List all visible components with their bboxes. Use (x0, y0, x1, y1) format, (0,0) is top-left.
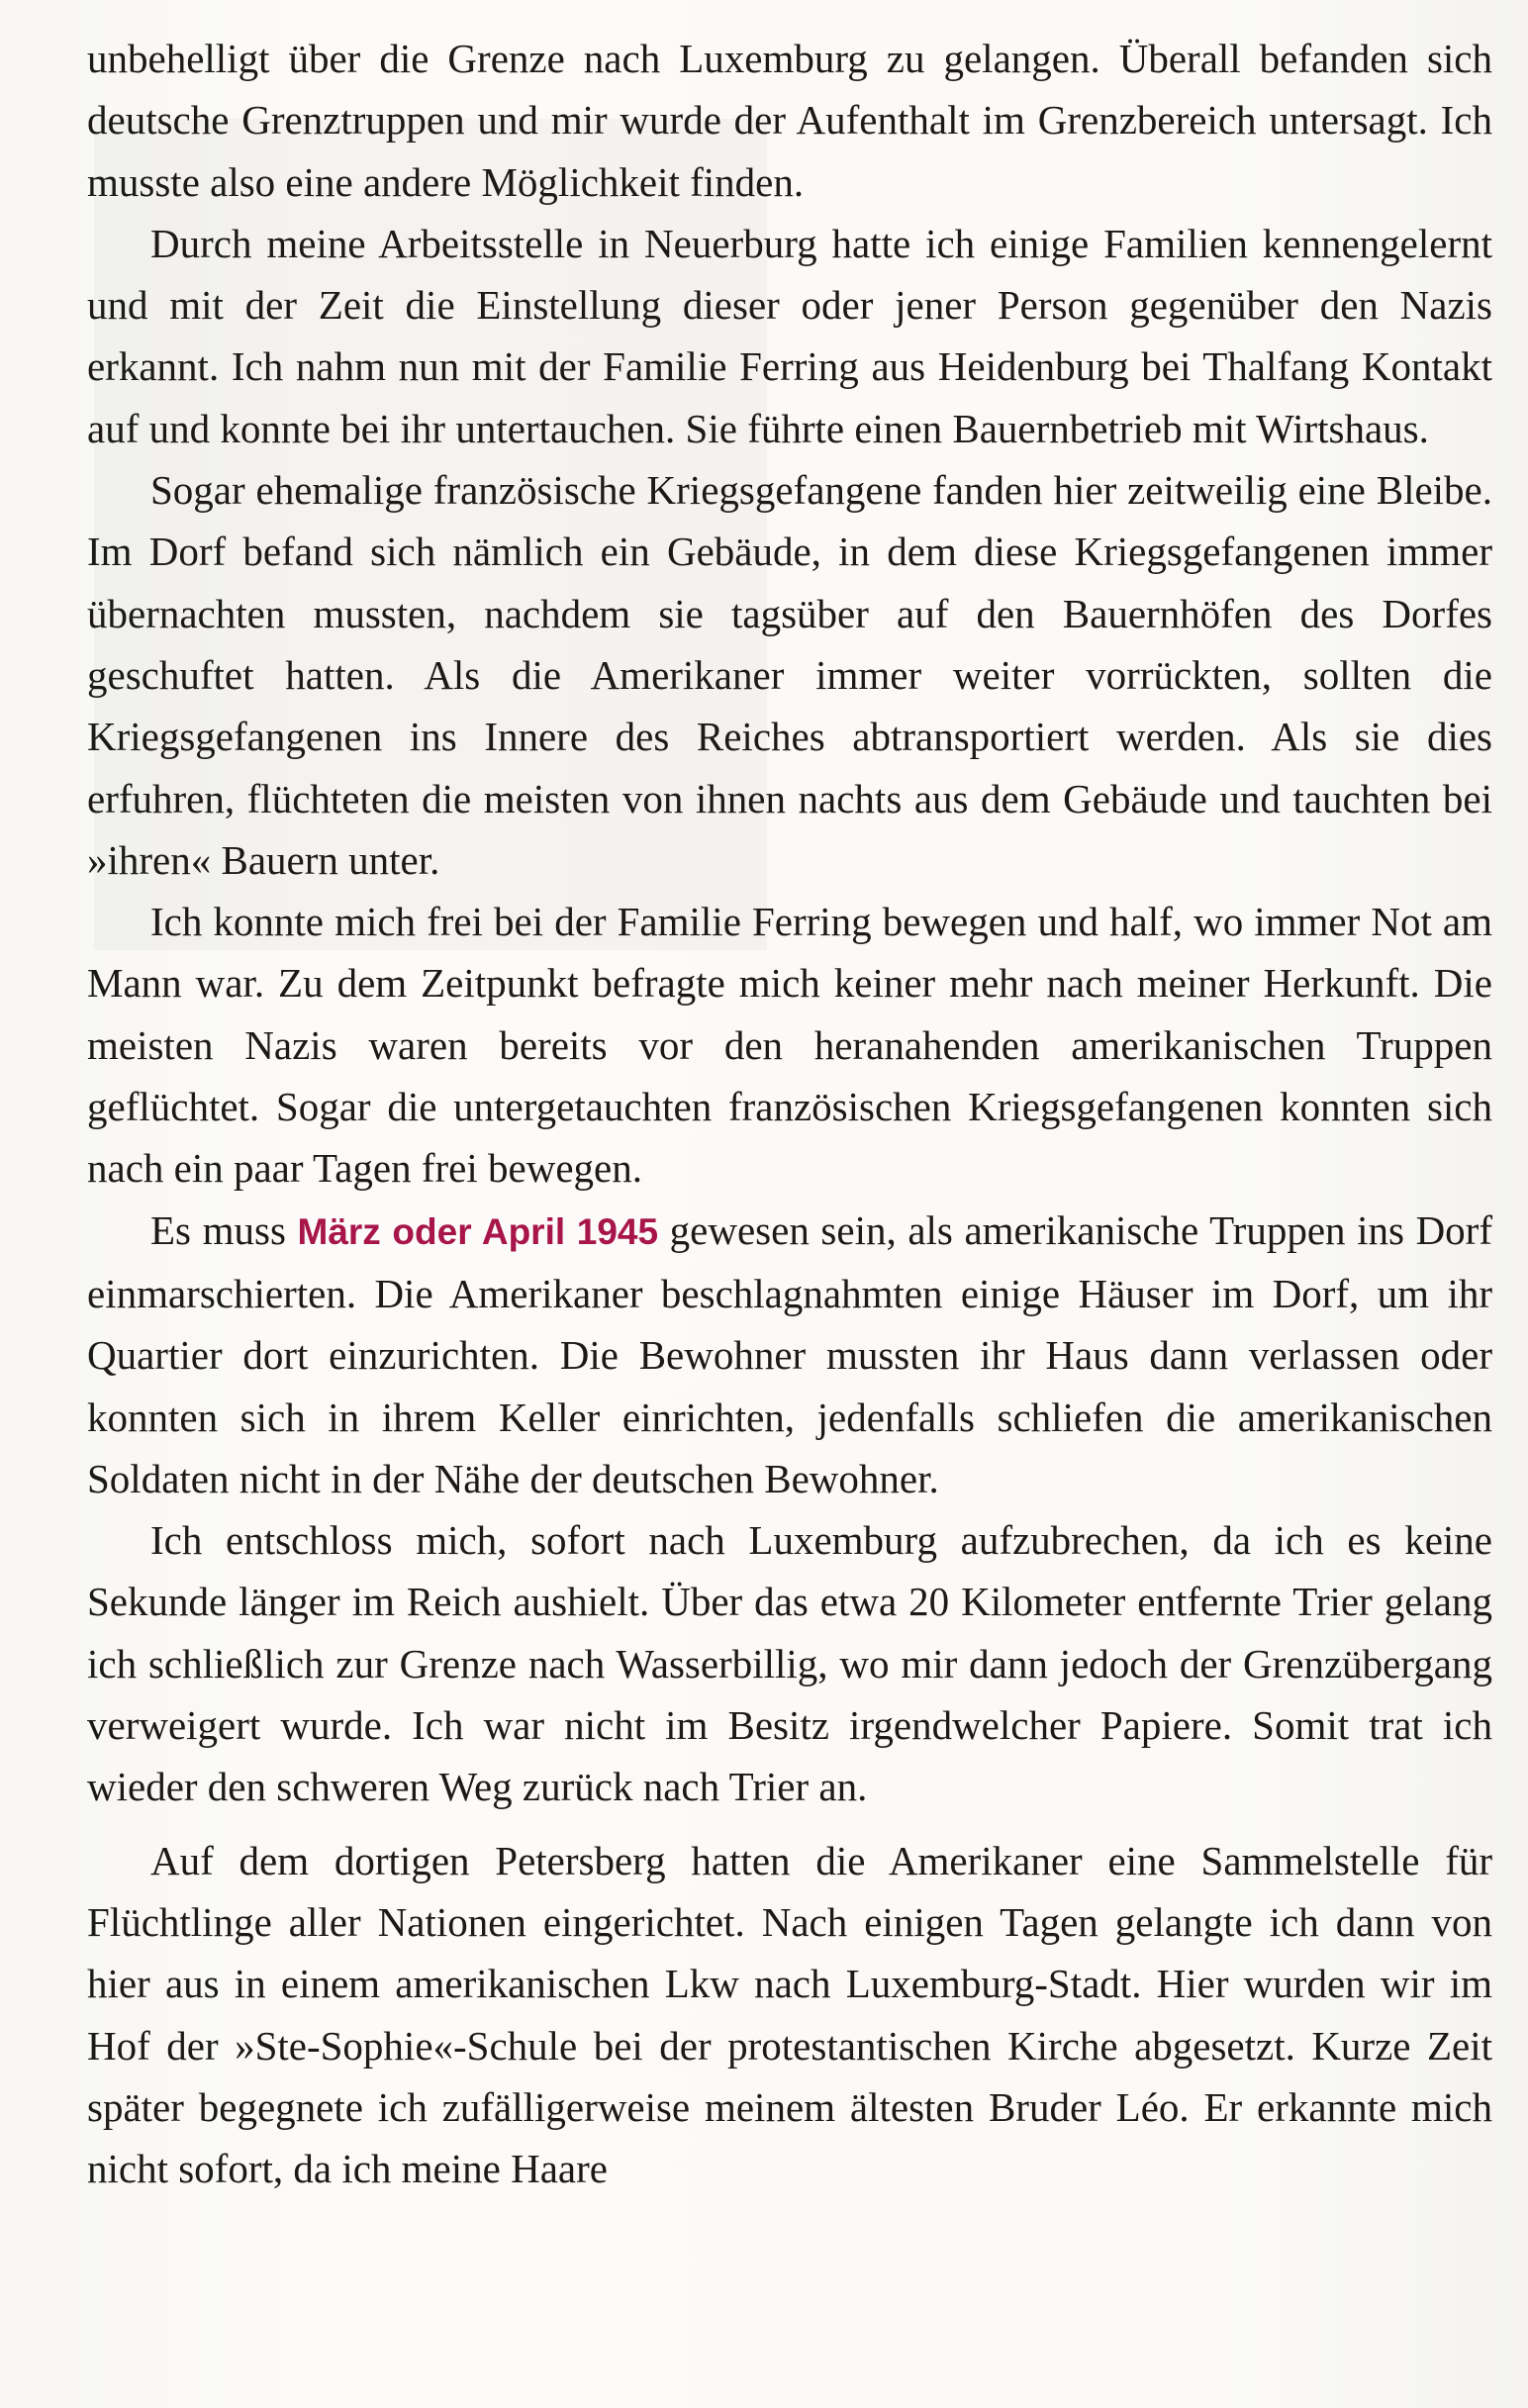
paragraph-text: Es muss (150, 1206, 298, 1253)
highlighted-date: März oder April 1945 (297, 1210, 659, 1252)
paragraph-text: gewesen sein, als amerikanische Truppen ins Dorf einmarschierten. Die Amerikaner beschlagnahmten einige Häuser im Dorf, um ihr Quartier dort einzurichten. Die Bewohner mussten ihr Haus dann verlassen oder konnten sich in ihrem Keller einrichten, jedenfalls schliefen die amerikanischen Soldaten nicht in der Nähe der deutschen Bewohner. (87, 1206, 1492, 1501)
paragraph: unbehelligt über die Grenze nach Luxemburg zu gelangen. Überall befanden sich deutsche Grenztruppen und mir wurde der Aufenthalt im Grenzbereich untersagt. Ich musste also eine andere Möglichkeit finden. (87, 36, 1492, 205)
paragraph-with-highlight (87, 1200, 1492, 1509)
paragraph: Sogar ehemalige französische Kriegsgefangene fanden hier zeitweilig eine Bleibe. Im Dorf befand sich nämlich ein Gebäude, in dem diese Kriegsgefangenen immer übernachten mussten, nachdem sie tagsüber auf den Bauernhöfen des Dorfes geschuftet hatten. Als die Amerikaner immer weiter vorrückten, sollten die Kriegsgefangenen ins Innere des Reiches abtransportiert werden. Als sie dies erfuhren, flüchteten die meisten von ihnen nachts aus dem Gebäude und tauchten bei »ihren« Bauern unter. (87, 467, 1492, 883)
paragraph: Ich entschloss mich, sofort nach Luxemburg aufzubrechen, da ich es keine Sekunde länger im Reich aushielt. Über das etwa 20 Kilometer entfernte Trier gelang ich schließlich zur Grenze nach Wasserbillig, wo mir dann jedoch der Grenzübergang verweigert wurde. Ich war nicht im Besitz irgendwelcher Papiere. Somit trat ich wieder den schweren Weg zurück nach Trier an. (87, 1517, 1492, 1810)
paragraph: Durch meine Arbeitsstelle in Neuerburg hatte ich einige Familien kennengelernt und mit der Zeit die Einstellung dieser oder jener Person gegenüber den Nazis erkannt. Ich nahm nun mit der Familie Ferring aus Heidenburg bei Thalfang Kontakt auf und konnte bei ihr untertauchen. Sie führte einen Bauernbetrieb mit Wirtshaus. (87, 220, 1492, 451)
paragraph: Ich konnte mich frei bei der Familie Ferring bewegen und half, wo immer Not am Mann war. Zu dem Zeitpunkt befragte mich keiner mehr nach meiner Herkunft. Die meisten Nazis waren bereits vor den heranahenden amerikanischen Truppen geflüchtet. Sogar die untergetauchten französischen Kriegsgefangenen konnten sich nach ein paar Tagen frei bewegen. (87, 899, 1492, 1192)
text-body (87, 28, 1492, 2199)
paragraph: Auf dem dortigen Petersberg hatten die Amerikaner eine Sammelstelle für Flüchtlinge aller Nationen eingerichtet. Nach einigen Tagen gelangte ich dann von hier aus in einem amerikanischen Lkw nach Luxemburg-Stadt. Hier wurden wir im Hof der »Ste-Sophie«-Schule bei der protestantischen Kirche abgesetzt. Kurze Zeit später begegnete ich zufälligerweise meinem ältesten Bruder Léo. Er erkannte mich nicht sofort, da ich meine Haare (87, 1837, 1492, 2192)
